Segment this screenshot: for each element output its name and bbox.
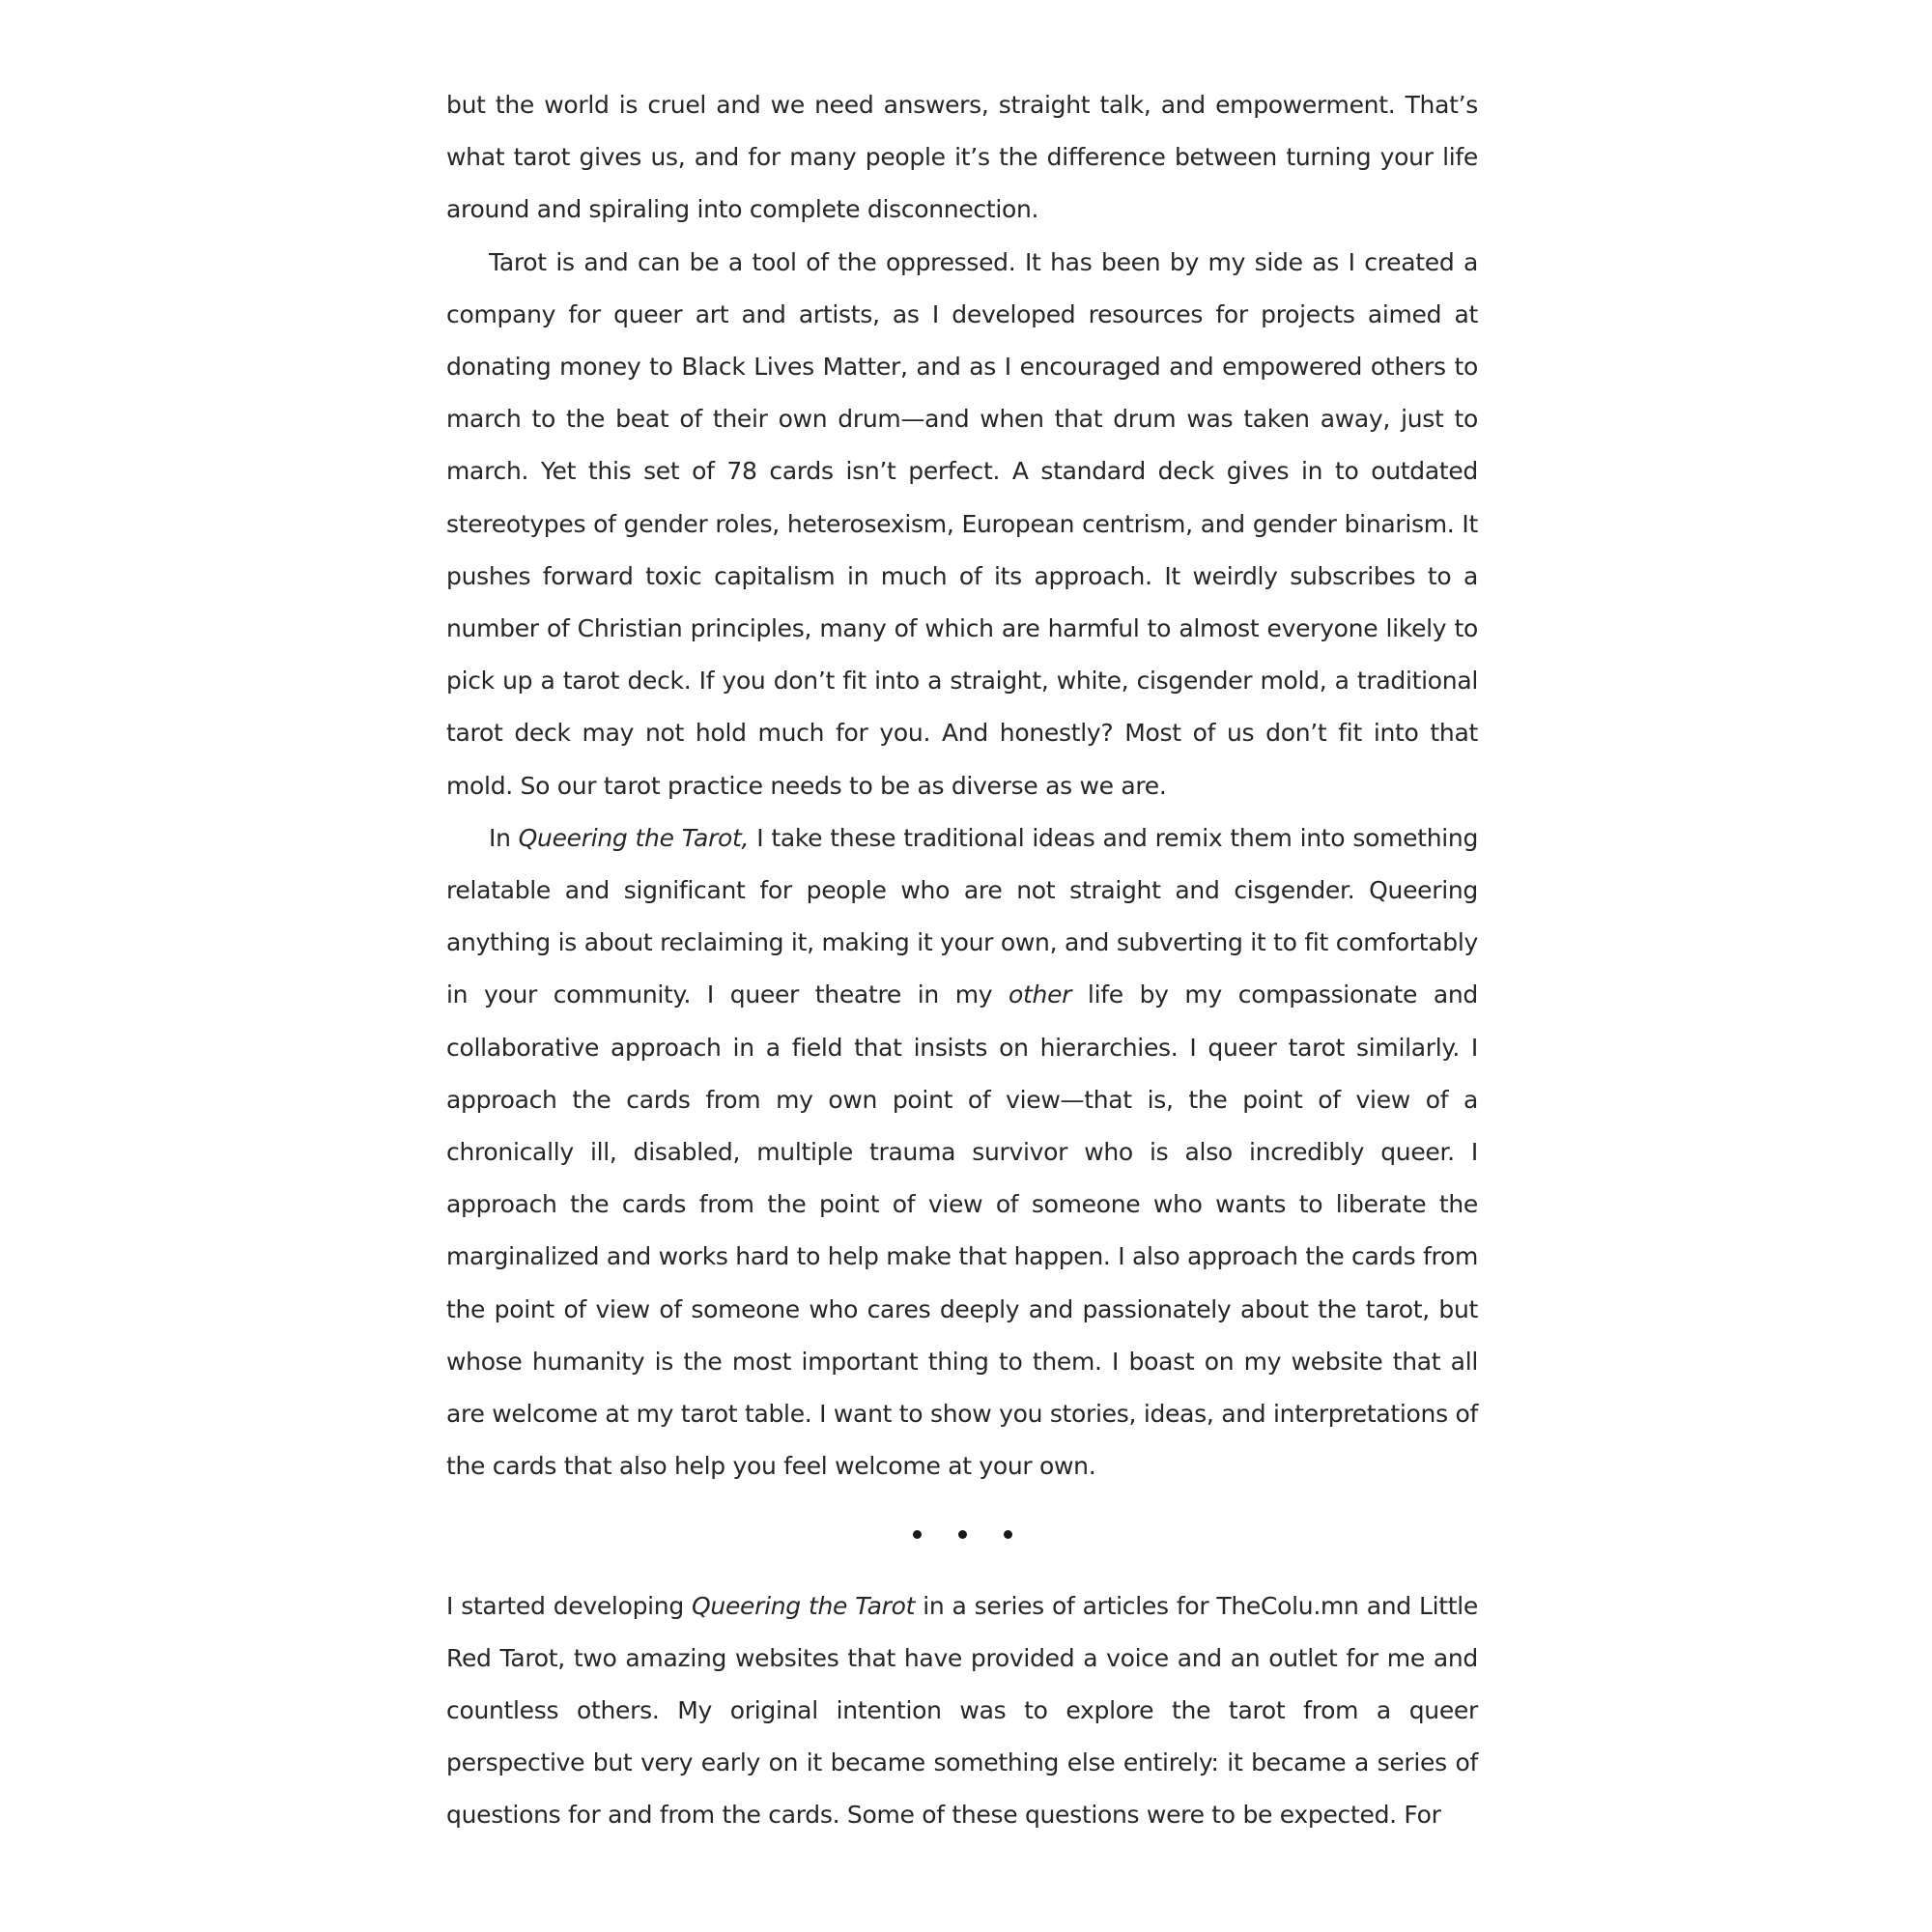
paragraph-3-text-c: I take these traditional ideas and remix them into something relatable and significant for people who are not straight and cisgender. Queering anything is about reclaiming it, making it your own, and subverting it to fit comfortably in your community. I queer theatre in my xyxy=(446,823,1479,1009)
book-title-italic: Queering the Tarot, xyxy=(518,823,750,852)
emphasis-other: other xyxy=(1009,980,1072,1009)
paragraph-1: but the world is cruel and we need answers, straight talk, and empowerment. That’s what tarot gives us, and for many people it’s the difference between turning your life around and spiraling into complete disconnection. xyxy=(446,91,1478,224)
paragraph-2: Tarot is and can be a tool of the oppressed. It has been by my side as I created a company for queer art and artists, as I developed resources for projects aimed at donating money to Black Lives Matter, and as I encouraged and empowered others to march to the beat of their own drum—and when that drum was taken away, just to march. Yet this set of 78 cards isn’t perfect. A standard deck gives in to outdated stereotypes of gender roles, heterosexism, European centrism, and gender binarism. It pushes forward toxic capitalism in much of its approach. It weirdly subscribes to a number of Christian principles, many of which are harmful to almost everyone likely to pick up a tarot deck. If you don’t fit into a straight, white, cisgender mold, a traditional tarot deck may not hold much for you. And honestly? Most of us don’t fit into that mold. So our tarot practice needs to be as diverse as we are. xyxy=(446,247,1478,800)
paragraph-4-text-a: I started developing xyxy=(446,1591,693,1620)
section-break-ornament xyxy=(446,1508,1478,1560)
paragraph-4-text-c: in a series of articles for TheColu.mn and Little Red Tarot, two amazing websites that have provided a voice and an outlet for me and countless others. My original intention was to explore the tarot from a queer perspective but very early on it became something else entirely: it became a series of questions for and from the cards. Some of these questions were to be expected. For xyxy=(446,1591,1478,1830)
ornament-dot xyxy=(1004,1530,1012,1539)
paragraph-3 xyxy=(446,812,1478,1493)
document-page xyxy=(446,79,1478,1842)
book-title-italic: Queering the Tarot xyxy=(692,1591,916,1620)
paragraph-3-text-a: In xyxy=(489,823,519,852)
ornament-dot xyxy=(958,1530,967,1539)
paragraph-4 xyxy=(446,1580,1478,1842)
ornament-dot xyxy=(913,1530,922,1539)
paragraph-3-text-e: life by my compassionate and collaborative approach in a field that insists on hierarchies. I queer tarot similarly. I approach the cards from my own point of view—that is, the point of view of a chronically ill, disabled, multiple trauma survivor who is also incredibly queer. I approach the cards from the point of view of someone who wants to liberate the marginalized and works hard to help make that happen. I also approach the cards from the point of view of someone who cares deeply and passionately about the tarot, but whose humanity is the most important thing to them. I boast on my website that all are welcome at my tarot table. I want to show you stories, ideas, and interpretations of the cards that also help you feel welcome at your own. xyxy=(446,980,1478,1481)
